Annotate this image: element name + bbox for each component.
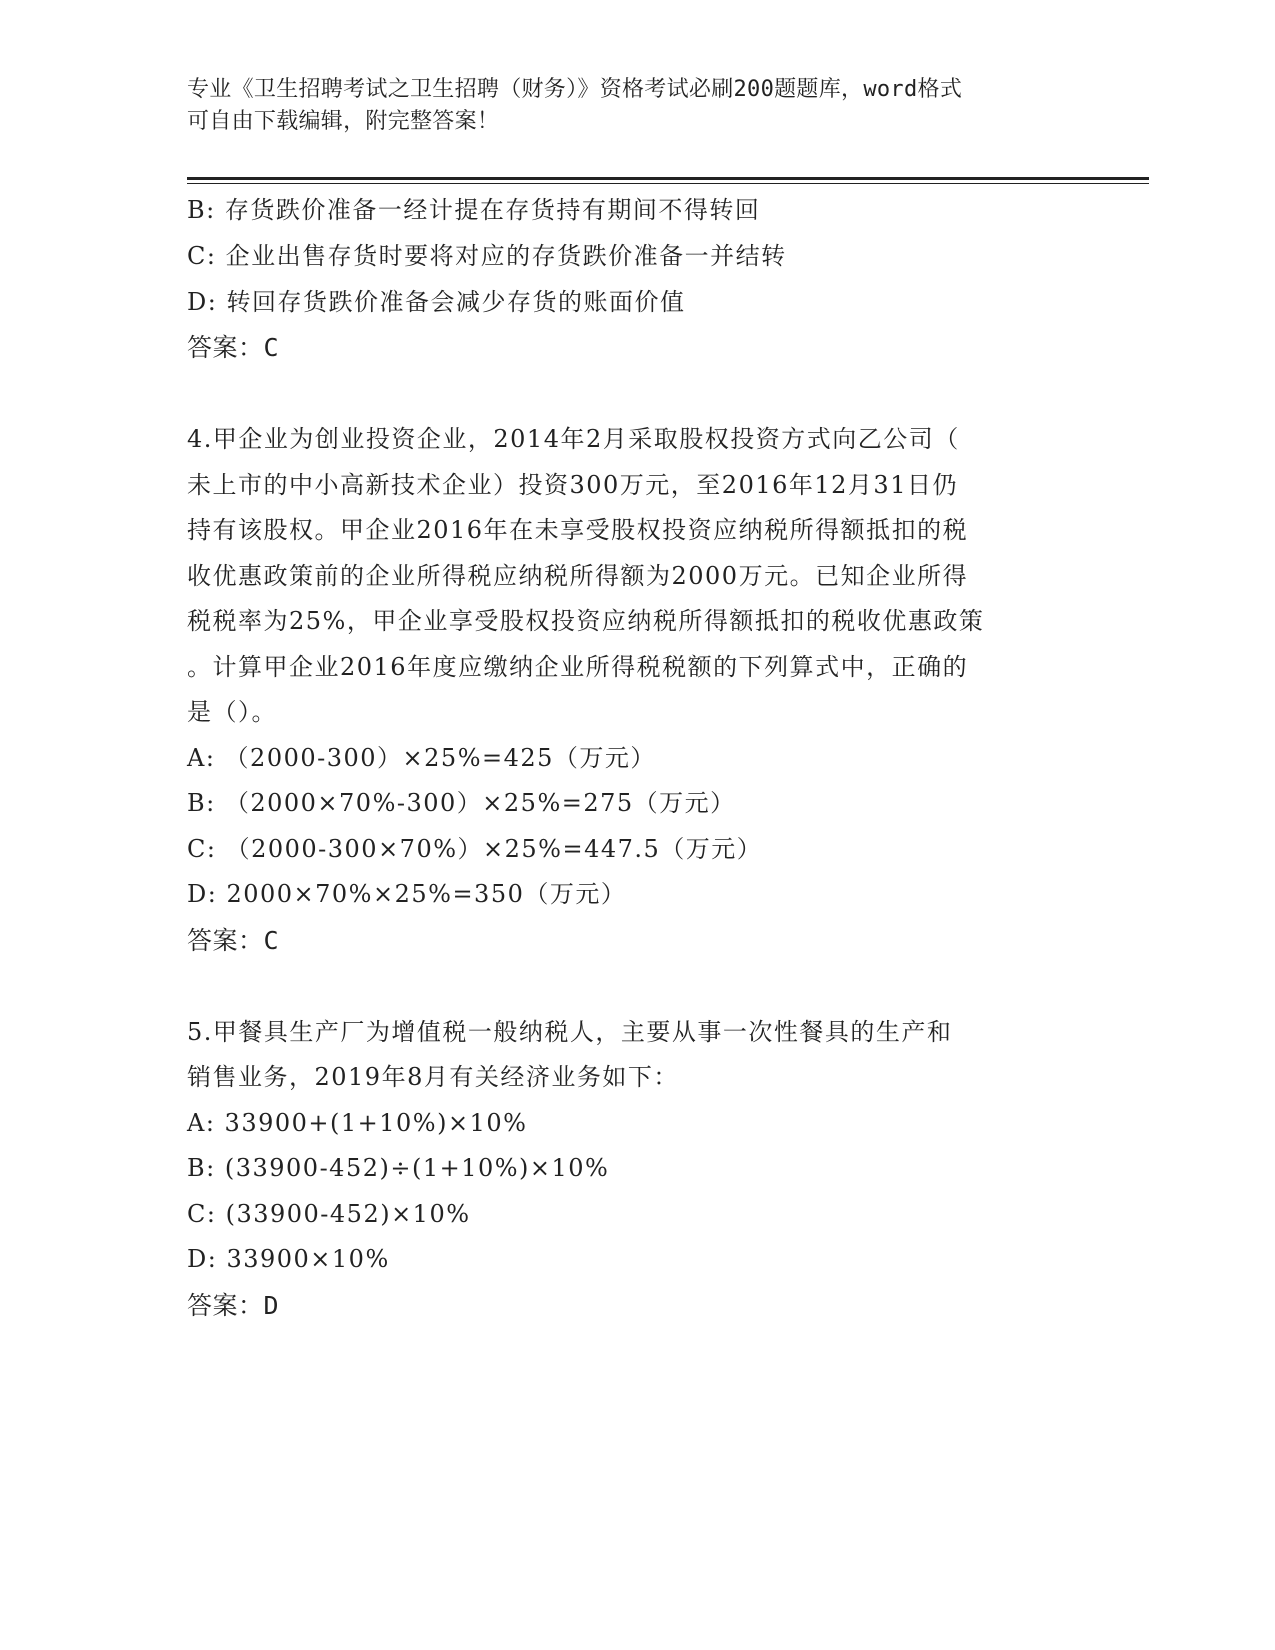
header-divider-thin (187, 183, 1149, 184)
q5-stem-line: 销售业务，2019年8月有关经济业务如下： (187, 1063, 679, 1091)
q5-option-a: A: 33900+(1+10%)×10% (187, 1108, 528, 1137)
document-body (187, 187, 1087, 1329)
header-line-1: 专业《卫生招聘考试之卫生招聘（财务）》资格考试必刷200题题库，word格式 (187, 77, 963, 102)
q4-stem-line: 未上市的中小高新技术企业）投资300万元，至2016年12月31日仍 (187, 470, 958, 499)
q5-stem-line: 5.甲餐具生产厂为增值税一般纳税人，主要从事一次性餐具的生产和 (187, 1017, 953, 1046)
q4-option-c: C: （2000-300×70%）×25%=447.5（万元） (187, 834, 763, 863)
q4-stem-line: 是（）。 (187, 698, 277, 726)
q3-option-c: C: 企业出售存货时要将对应的存货跌价准备一并结转 (187, 242, 787, 270)
question-5 (187, 1010, 1087, 1329)
header-line-2: 可自由下载编辑，附完整答案！ (187, 109, 500, 134)
q5-option-c: C: (33900-452)×10% (187, 1199, 471, 1228)
q4-option-d: D: 2000×70%×25%=350（万元） (187, 880, 627, 908)
document-header (187, 74, 1087, 138)
question-4 (187, 417, 1087, 964)
q4-stem-line: 。计算甲企业2016年度应缴纳企业所得税税额的下列算式中，正确的 (187, 652, 969, 681)
q3-answer: 答案：C (187, 333, 280, 362)
q4-answer: 答案：C (187, 925, 280, 955)
q5-option-d: D: 33900×10% (187, 1245, 390, 1273)
q3-option-b: B: 存货跌价准备一经计提在存货持有期间不得转回 (187, 196, 761, 224)
q4-stem-line: 收优惠政策前的企业所得税应纳税所得额为2000万元。已知企业所得 (187, 561, 969, 590)
q4-option-b: B: （2000×70%-300）×25%=275（万元） (187, 789, 736, 817)
q4-stem-line: 持有该股权。甲企业2016年在未享受股权投资应纳税所得额抵扣的税 (187, 516, 969, 544)
q4-stem-line: 4.甲企业为创业投资企业，2014年2月采取股权投资方式向乙公司（ (187, 425, 960, 453)
question-3-fragment (187, 187, 1087, 371)
spacer (187, 371, 1087, 417)
q4-stem-line: 税税率为25%，甲企业享受股权投资应纳税所得额抵扣的税收优惠政策 (187, 607, 985, 635)
q5-option-b: B: (33900-452)÷(1+10%)×10% (187, 1154, 610, 1182)
q4-option-a: A: （2000-300）×25%=425（万元） (187, 743, 656, 772)
spacer (187, 964, 1087, 1010)
q5-answer: 答案：D (187, 1290, 280, 1320)
header-divider-thick (187, 177, 1149, 180)
q3-option-d: D: 转回存货跌价准备会减少存货的账面价值 (187, 288, 686, 316)
